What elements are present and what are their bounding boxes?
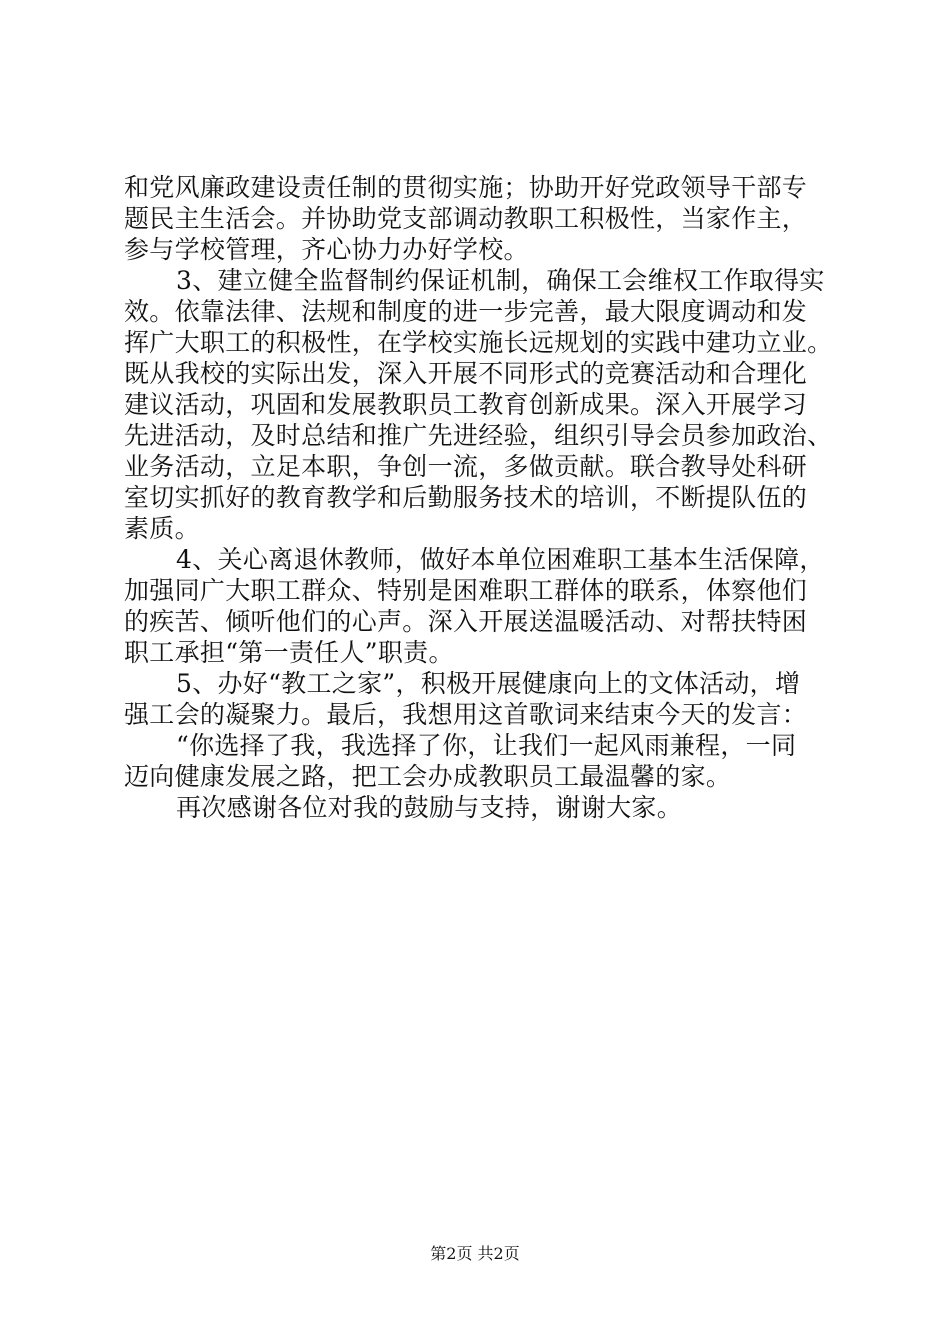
text-line: 加强同广大职工群众、特别是困难职工群体的联系，体察他们 bbox=[124, 576, 808, 605]
text-line: 的疾苦、倾听他们的心声。深入开展送温暖活动、对帮扶特困 bbox=[124, 607, 808, 636]
text-line: 效。依靠法律、法规和制度的进一步完善，最大限度调动和发 bbox=[124, 297, 808, 326]
text-line: 职工承担“第一责任人”职责。 bbox=[124, 638, 454, 667]
text-line: 强工会的凝聚力。最后，我想用这首歌词来结束今天的发言： bbox=[124, 700, 808, 729]
text-line: 题民主生活会。并协助党支部调动教职工积极性，当家作主， bbox=[124, 204, 808, 233]
text-line: 既从我校的实际出发，深入开展不同形式的竞赛活动和合理化 bbox=[124, 359, 808, 388]
text-line: 再次感谢各位对我的鼓励与支持，谢谢大家。 bbox=[176, 793, 683, 822]
text-line: 素质。 bbox=[124, 514, 200, 543]
text-line: “你选择了我，我选择了你，让我们一起风雨兼程，一同 bbox=[176, 731, 797, 760]
text-line: 和党风廉政建设责任制的贯彻实施；协助开好党政领导干部专 bbox=[124, 173, 808, 202]
text-line: 迈向健康发展之路，把工会办成教职员工最温馨的家。 bbox=[124, 762, 732, 791]
text-line: 建议活动，巩固和发展教职员工教育创新成果。深入开展学习 bbox=[124, 390, 808, 419]
text-line: 室切实抓好的教育教学和后勤服务技术的培训，不断提队伍的 bbox=[124, 483, 808, 512]
text-line: 5、办好“教工之家”，积极开展健康向上的文体活动，增 bbox=[176, 669, 801, 698]
page-number-footer: 第2页 共2页 bbox=[430, 1244, 520, 1263]
text-line: 先进活动，及时总结和推广先进经验，组织引导会员参加政治、 bbox=[124, 421, 833, 450]
text-line: 4、关心离退休教师，做好本单位困难职工基本生活保障， bbox=[176, 545, 825, 574]
text-line: 业务活动，立足本职，争创一流，多做贡献。联合教导处科研 bbox=[124, 452, 808, 481]
document-body bbox=[124, 172, 834, 823]
text-line: 3、建立健全监督制约保证机制，确保工会维权工作取得实 bbox=[176, 266, 825, 295]
text-line: 挥广大职工的积极性，在学校实施长远规划的实践中建功立业。 bbox=[124, 328, 833, 357]
text-line: 参与学校管理，齐心协力办好学校。 bbox=[124, 235, 529, 264]
